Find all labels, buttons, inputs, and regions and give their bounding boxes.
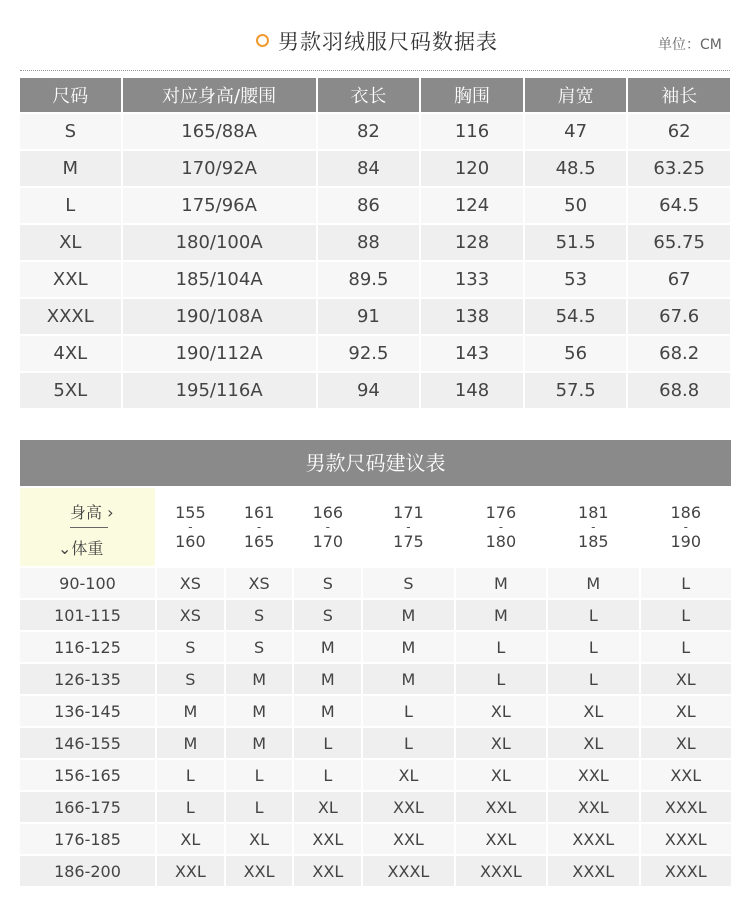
weight-range-cell: 166-175	[20, 792, 155, 822]
suggested-size-cell: L	[294, 760, 361, 790]
suggested-size-cell: XXXL	[641, 824, 731, 854]
suggested-size-cell: XL	[157, 824, 224, 854]
suggested-size-cell: XL	[456, 760, 546, 790]
suggested-size-cell: M	[363, 632, 453, 662]
suggested-size-cell: XXXL	[456, 856, 546, 886]
suggested-size-cell: S	[226, 600, 293, 630]
range-dash: -	[683, 520, 688, 534]
corner-cell	[20, 488, 155, 566]
weight-label-text: 体重	[71, 539, 104, 558]
table-cell: 65.75	[628, 225, 730, 260]
table-row	[20, 728, 731, 758]
suggested-size-cell: XL	[363, 760, 453, 790]
suggested-size-cell: M	[226, 728, 293, 758]
table-cell: 53	[525, 262, 627, 297]
suggested-size-cell: L	[456, 664, 546, 694]
table-cell: XXXL	[20, 299, 121, 334]
table-cell: 94	[318, 373, 420, 408]
height-range-cell	[363, 488, 453, 566]
table-row	[20, 824, 731, 854]
table-row	[20, 856, 731, 886]
table-row	[20, 336, 730, 371]
suggested-size-cell: XXL	[294, 856, 361, 886]
table-cell: 170/92A	[123, 151, 316, 186]
suggested-size-cell: XL	[641, 696, 731, 726]
table-row	[20, 225, 730, 260]
suggested-size-cell: S	[226, 632, 293, 662]
weight-range-cell: 156-165	[20, 760, 155, 790]
height-max: 185	[578, 532, 609, 551]
suggested-size-cell: XXL	[363, 824, 453, 854]
size-table-body	[20, 114, 730, 408]
table-cell: 68.2	[628, 336, 730, 371]
table-cell: L	[20, 188, 121, 223]
table-cell: 64.5	[628, 188, 730, 223]
table-row	[20, 188, 730, 223]
table-cell: 165/88A	[123, 114, 316, 149]
chevron-down-icon: ⌄	[58, 539, 72, 558]
table-cell: 148	[421, 373, 523, 408]
size-suggest-table	[18, 486, 733, 888]
table-cell: 47	[525, 114, 627, 149]
suggested-size-cell: XXL	[548, 760, 638, 790]
suggested-size-cell: M	[157, 696, 224, 726]
suggested-size-cell: S	[294, 568, 361, 598]
suggested-size-cell: L	[157, 760, 224, 790]
suggested-size-cell: XL	[548, 696, 638, 726]
suggested-size-cell: M	[226, 696, 293, 726]
suggested-size-cell: XXXL	[548, 824, 638, 854]
header-cell: 尺码	[20, 78, 121, 112]
table-cell: 51.5	[525, 225, 627, 260]
suggested-size-cell: XXL	[294, 824, 361, 854]
suggested-size-cell: XXXL	[548, 856, 638, 886]
table-cell: 89.5	[318, 262, 420, 297]
height-range-cell	[294, 488, 361, 566]
suggested-size-cell: XL	[294, 792, 361, 822]
suggested-size-cell: XS	[226, 568, 293, 598]
suggested-size-cell: XXL	[641, 760, 731, 790]
header-cell: 胸围	[421, 78, 523, 112]
height-range-cell	[157, 488, 224, 566]
table-row	[20, 664, 731, 694]
table-row	[20, 696, 731, 726]
table-row	[20, 792, 731, 822]
table-cell: 195/116A	[123, 373, 316, 408]
weight-range-cell: 136-145	[20, 696, 155, 726]
table-cell: 116	[421, 114, 523, 149]
suggest-table-body	[20, 488, 731, 886]
suggested-size-cell: XL	[641, 728, 731, 758]
suggested-size-cell: XS	[157, 568, 224, 598]
table-cell: S	[20, 114, 121, 149]
suggested-size-cell: S	[294, 600, 361, 630]
weight-range-cell: 146-155	[20, 728, 155, 758]
suggested-size-cell: L	[226, 760, 293, 790]
suggested-size-cell: XL	[641, 664, 731, 694]
suggested-size-cell: M	[363, 664, 453, 694]
suggested-size-cell: XXL	[363, 792, 453, 822]
table-cell: 91	[318, 299, 420, 334]
table-cell: 54.5	[525, 299, 627, 334]
weight-range-cell: 126-135	[20, 664, 155, 694]
table-cell: 133	[421, 262, 523, 297]
chevron-right-icon: ›	[107, 503, 114, 522]
suggested-size-cell: M	[294, 664, 361, 694]
weight-range-cell: 116-125	[20, 632, 155, 662]
suggested-size-cell: XL	[456, 728, 546, 758]
table-cell: XXL	[20, 262, 121, 297]
suggested-size-cell: L	[363, 696, 453, 726]
table-cell: 63.25	[628, 151, 730, 186]
table-row	[20, 151, 730, 186]
suggested-size-cell: M	[456, 568, 546, 598]
height-min: 161	[243, 502, 275, 522]
suggested-size-cell: XL	[548, 728, 638, 758]
suggested-size-cell: M	[294, 632, 361, 662]
height-max: 165	[243, 532, 275, 551]
weight-axis-label	[58, 536, 103, 559]
table-cell: 67	[628, 262, 730, 297]
size-data-table	[18, 76, 732, 410]
suggested-size-cell: XXXL	[363, 856, 453, 886]
suggested-size-cell: L	[641, 600, 731, 630]
circle-bullet-icon	[256, 34, 269, 47]
table-cell: 143	[421, 336, 523, 371]
suggested-size-cell: L	[641, 632, 731, 662]
table-cell: 86	[318, 188, 420, 223]
weight-range-cell: 101-115	[20, 600, 155, 630]
height-max: 160	[175, 532, 206, 551]
suggested-size-cell: XS	[157, 600, 224, 630]
table-row	[20, 632, 731, 662]
height-min: 181	[578, 502, 609, 522]
height-min: 171	[393, 502, 424, 522]
height-range-cell	[456, 488, 546, 566]
table-cell: 124	[421, 188, 523, 223]
table-cell: 190/112A	[123, 336, 316, 371]
table-row	[20, 262, 730, 297]
suggested-size-cell: XXXL	[641, 792, 731, 822]
suggested-size-cell: XL	[456, 696, 546, 726]
unit-label: 单位：CM	[658, 37, 722, 53]
table-cell: 120	[421, 151, 523, 186]
table-row	[20, 600, 731, 630]
height-header-row	[20, 488, 731, 566]
table-row	[20, 373, 730, 408]
range-dash: -	[325, 520, 330, 534]
suggested-size-cell: XXL	[456, 824, 546, 854]
suggested-size-cell: L	[226, 792, 293, 822]
table-row	[20, 299, 730, 334]
table-cell: 82	[318, 114, 420, 149]
header-cell: 衣长	[318, 78, 420, 112]
table-cell: 84	[318, 151, 420, 186]
suggested-size-cell: L	[641, 568, 731, 598]
suggested-size-cell: XXL	[548, 792, 638, 822]
table-cell: 56	[525, 336, 627, 371]
table-cell: 68.8	[628, 373, 730, 408]
table-cell: 50	[525, 188, 627, 223]
header-cell: 袖长	[628, 78, 730, 112]
suggested-size-cell: L	[548, 632, 638, 662]
table-cell: 175/96A	[123, 188, 316, 223]
table-cell: 88	[318, 225, 420, 260]
weight-range-cell: 90-100	[20, 568, 155, 598]
corner-divider	[70, 527, 108, 528]
table-cell: 180/100A	[123, 225, 316, 260]
height-max: 180	[485, 532, 517, 551]
table-row	[20, 114, 730, 149]
range-dash: -	[591, 520, 596, 534]
suggested-size-cell: L	[363, 728, 453, 758]
suggested-size-cell: S	[363, 568, 453, 598]
table-cell: 5XL	[20, 373, 121, 408]
suggested-size-cell: M	[363, 600, 453, 630]
header	[0, 24, 750, 60]
table-cell: 190/108A	[123, 299, 316, 334]
table-cell: 128	[421, 225, 523, 260]
table-row	[20, 568, 731, 598]
range-dash: -	[188, 520, 193, 534]
suggested-size-cell: XXL	[226, 856, 293, 886]
suggested-size-cell: XXXL	[641, 856, 731, 886]
table-cell: 185/104A	[123, 262, 316, 297]
suggested-size-cell: XXL	[456, 792, 546, 822]
height-range-cell	[641, 488, 731, 566]
height-min: 176	[485, 502, 517, 522]
suggested-size-cell: M	[157, 728, 224, 758]
height-range-cell	[226, 488, 293, 566]
height-label-text: 身高	[70, 503, 103, 522]
weight-range-cell: 186-200	[20, 856, 155, 886]
table-cell: 4XL	[20, 336, 121, 371]
height-min: 166	[312, 502, 344, 522]
height-min: 155	[175, 502, 206, 522]
suggested-size-cell: S	[157, 632, 224, 662]
suggested-size-cell: L	[294, 728, 361, 758]
page-title: 男款羽绒服尺码数据表	[278, 30, 498, 54]
suggested-size-cell: XXL	[157, 856, 224, 886]
table-cell: 57.5	[525, 373, 627, 408]
table-cell: 92.5	[318, 336, 420, 371]
table-row	[20, 760, 731, 790]
weight-range-cell: 176-185	[20, 824, 155, 854]
size-table-header	[20, 78, 730, 112]
table-cell: 48.5	[525, 151, 627, 186]
dotted-divider	[20, 70, 730, 71]
header-cell: 对应身高/腰围	[123, 78, 316, 112]
suggested-size-cell: XL	[226, 824, 293, 854]
height-max: 175	[393, 532, 424, 551]
suggested-size-cell: M	[226, 664, 293, 694]
height-max: 190	[670, 532, 702, 551]
suggested-size-cell: M	[548, 568, 638, 598]
table-cell: 138	[421, 299, 523, 334]
suggested-size-cell: M	[294, 696, 361, 726]
range-dash: -	[256, 520, 262, 534]
height-min: 186	[670, 502, 702, 522]
suggested-size-cell: L	[157, 792, 224, 822]
height-max: 170	[312, 532, 344, 551]
table-cell: 62	[628, 114, 730, 149]
suggested-size-cell: L	[548, 600, 638, 630]
table-cell: M	[20, 151, 121, 186]
header-cell: 肩宽	[525, 78, 627, 112]
range-dash: -	[406, 520, 411, 534]
suggested-size-cell: M	[456, 600, 546, 630]
suggest-table-title: 男款尺码建议表	[20, 440, 731, 486]
suggested-size-cell: S	[157, 664, 224, 694]
table-cell: XL	[20, 225, 121, 260]
suggested-size-cell: L	[456, 632, 546, 662]
height-range-cell	[548, 488, 638, 566]
height-axis-label	[70, 500, 114, 523]
table-cell: 67.6	[628, 299, 730, 334]
suggested-size-cell: L	[548, 664, 638, 694]
range-dash: -	[498, 520, 504, 534]
